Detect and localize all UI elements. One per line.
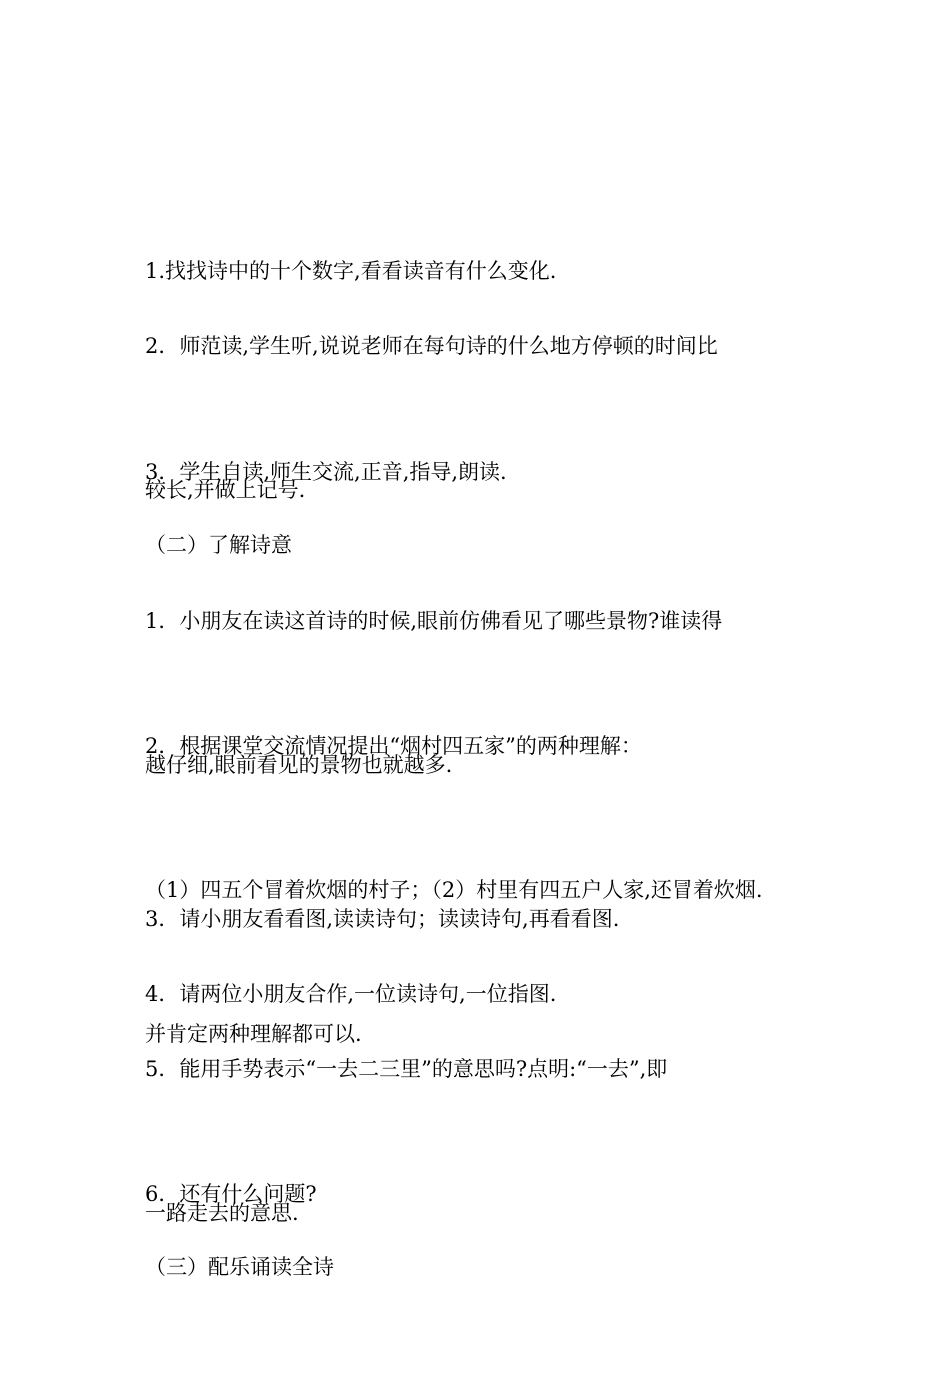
text-line: 3．请小朋友看看图,读读诗句；读读诗句,再看看图. (145, 907, 620, 931)
text-line: 1．小朋友在读这首诗的时候,眼前仿佛看见了哪些景物?谁读得 (145, 609, 723, 633)
text-line: 5．能用手势表示“一去二三里”的意思吗?点明:“一去”,即 (145, 1057, 668, 1081)
text-line: 较长,并做上记号. (145, 478, 306, 502)
section-heading-recite-with-music (145, 1147, 815, 1387)
text-line: 一路走去的意思. (145, 1201, 299, 1225)
text-line: 4．请两位小朋友合作,一位读诗句,一位指图. (145, 982, 557, 1006)
text-line: 2．根据课堂交流情况提出“烟村四五家”的两种理解： (145, 734, 642, 758)
text-line: 3．学生自读,师生交流,正音,指导,朗读. (145, 460, 507, 484)
text-line: （三）配乐诵读全诗 (145, 1255, 334, 1279)
text-line: 2．师范读,学生听,说说老师在每句诗的什么地方停顿的时间比 (145, 334, 718, 358)
text-line: 1.找找诗中的十个数字,看看读音有什么变化. (145, 259, 557, 283)
text-line: 6．还有什么问题? (145, 1182, 317, 1206)
text-line: （1）四五个冒着炊烟的村子；（2）村里有四五户人家,还冒着炊烟. (145, 878, 763, 902)
text-line: 越仔细,眼前看见的景物也就越多. (145, 753, 453, 777)
text-line: 并肯定两种理解都可以. (145, 1022, 362, 1046)
text-line: （二）了解诗意 (145, 533, 292, 557)
